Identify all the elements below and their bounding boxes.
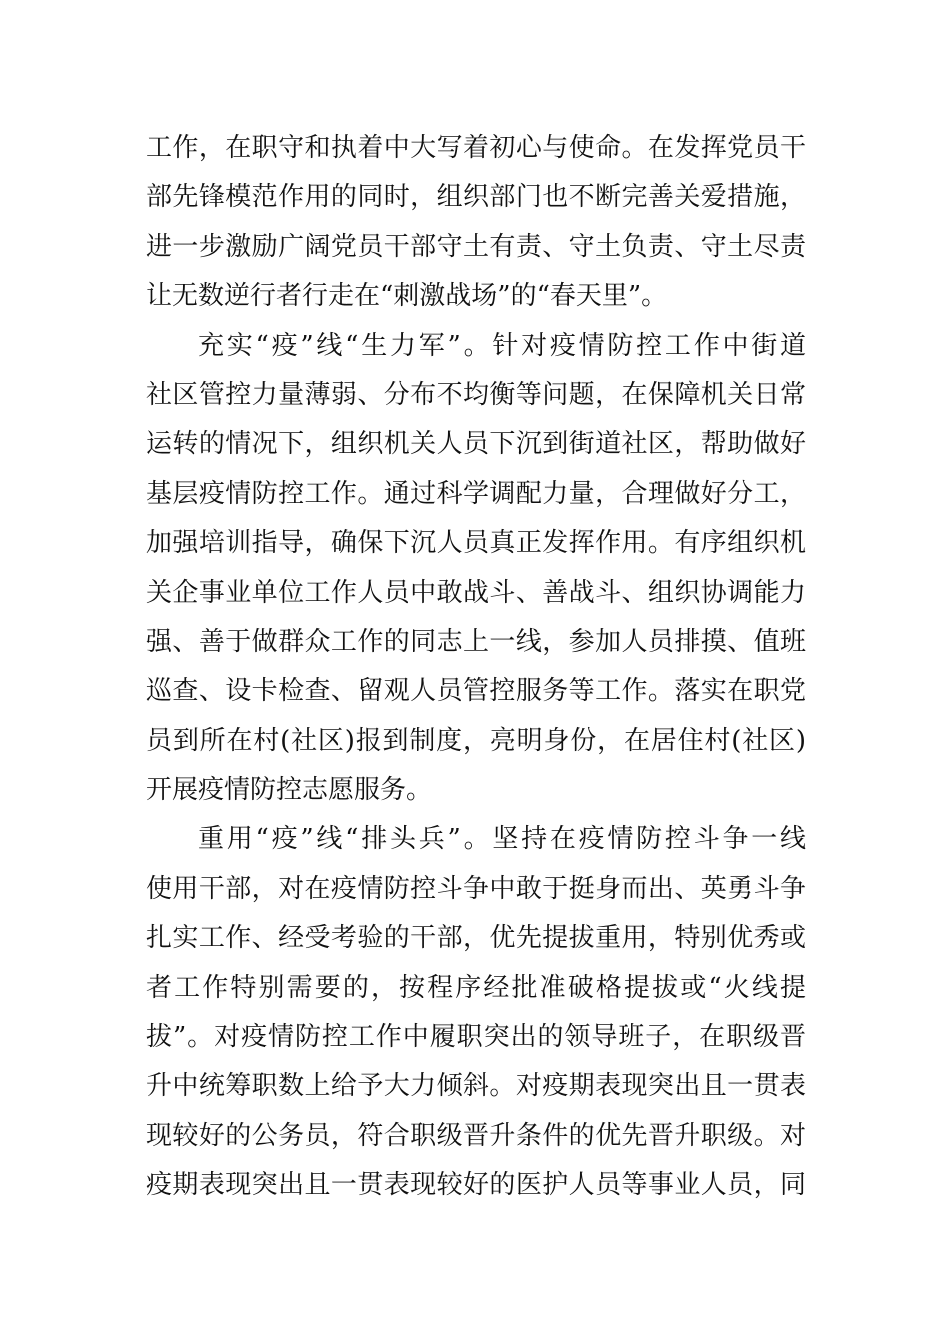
text-line: 工作，在职守和执着中大写着初心与使命。在发挥党员干 <box>146 133 806 163</box>
text-line: 充实“疫”线“生力军”。针对疫情防控工作中街道 <box>198 330 806 361</box>
text-line: 重用“疫”线“排头兵”。坚持在疫情防控斗争一线 <box>198 824 806 855</box>
text-line: 强、善于做群众工作的同志上一线，参加人员排摸、值班 <box>146 626 806 657</box>
text-line: 开展疫情防控志愿服务。 <box>146 775 433 806</box>
text-line: 加强培训指导，确保下沉人员真正发挥作用。有序组织机 <box>146 528 806 559</box>
text-line: 基层疫情防控工作。通过科学调配力量，合理做好分工， <box>146 478 806 509</box>
text-line: 者工作特别需要的，按程序经批准破格提拔或“火线提 <box>146 972 806 1003</box>
text-line: 扎实工作、经受考验的干部，优先提拔重用，特别优秀或 <box>146 923 806 954</box>
text-line: 使用干部，对在疫情防控斗争中敢于挺身而出、英勇斗争 <box>146 873 806 904</box>
text-line: 运转的情况下，组织机关人员下沉到街道社区，帮助做好 <box>146 429 806 460</box>
text-line: 员到所在村(社区)报到制度，亮明身份，在居住村(社区) <box>146 725 806 756</box>
text-line: 进一步激励广阔党员干部守土有责、守土负责、守土尽责 <box>146 231 806 262</box>
text-line: 让无数逆行者行走在“刺激战场”的“春天里”。 <box>146 281 668 312</box>
text-line: 部先锋模范作用的同时，组织部门也不断完善关爱措施， <box>146 182 806 213</box>
body-text <box>146 124 806 1211</box>
text-line: 疫期表现突出且一贯表现较好的医护人员等事业人员，同 <box>146 1170 806 1201</box>
text-line: 升中统筹职数上给予大力倾斜。对疫期表现突出且一贯表 <box>146 1071 806 1102</box>
text-line: 拔”。对疫情防控工作中履职突出的领导班子，在职级晋 <box>146 1022 806 1053</box>
text-line: 巡查、设卡检查、留观人员管控服务等工作。落实在职党 <box>146 676 806 707</box>
text-line: 社区管控力量薄弱、分布不均衡等问题，在保障机关日常 <box>146 379 806 410</box>
text-line: 关企事业单位工作人员中敢战斗、善战斗、组织协调能力 <box>146 577 806 608</box>
text-line: 现较好的公务员，符合职级晋升条件的优先晋升职级。对 <box>146 1120 806 1151</box>
